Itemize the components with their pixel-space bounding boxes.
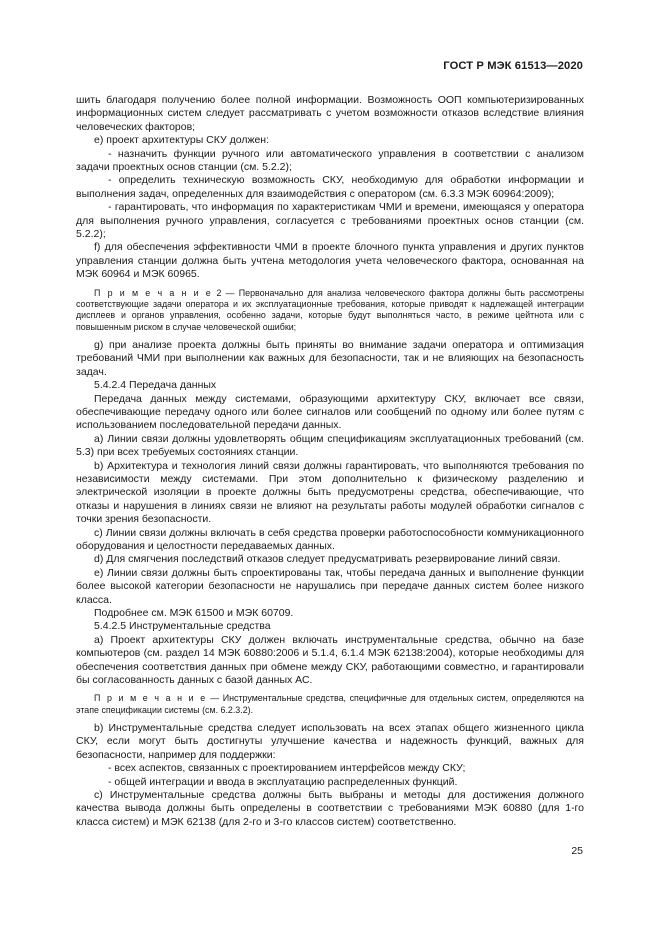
- list-item: - гарантировать, что информация по характеристикам ЧМИ и времени, имеющаяся у оператора для выполнения ручного управления, согласуется с требованиями проектных основ станции (см. 5.2.2);: [76, 201, 584, 241]
- list-item: a) Проект архитектуры СКУ должен включать инструментальные средства, обычно на базе компьютеров (см. раздел 14 МЭК 60880:2006 и 5.1.4, 6.1.4 МЭК 62138:2004), которые необходимы для обеспечения соответствия данных при обмене между СКУ, работающими совместно, и гарантировали бы согласованность данных с базой данных АС.: [76, 633, 584, 687]
- list-item: - общей интеграции и ввода в эксплуатацию распределенных функций.: [108, 775, 458, 788]
- list-item: f) для обеспечения эффективности ЧМИ в проекте блочного пункта управления и других пунктов управления станции должна быть учтена методология учета человеческого фактора, основанная на МЭК 60964 и МЭК 60965.: [76, 241, 584, 281]
- list-item: - всех аспектов, связанных с проектированием интерфейсов между СКУ;: [108, 762, 466, 775]
- section-heading: 5.4.2.5 Инструментальные средства: [94, 620, 271, 633]
- paragraph: Подробнее см. МЭК 61500 и МЭК 60709.: [94, 607, 294, 619]
- document-body: [76, 94, 584, 829]
- list-item: - определить техническую возможность СКУ, необходимую для обработки информации и выполнения задач, определенных для взаимодействия с оператором (см. 6.3.3 МЭК 60964:2009);: [76, 174, 584, 200]
- note-text: — Инструментальные средства, специфичные для отдельных систем, определяются на этапе спецификации системы (см. 6.2.3.2).: [76, 693, 584, 715]
- note-text: 2 — Первоначально для анализа человеческого фактора должны быть рассмотрены соответствующие задачи оператора и их эксплуатационные требования, которые приводят к надлежащей интеграции дисплеев и органов управления, особенно задачи, которые будут выполняться часто, в режиме цейтнота или с повышенным риском в случае человеческой ошибки;: [76, 287, 584, 332]
- list-item: c) Линии связи должны включать в себя средства проверки работоспособности коммуникационного оборудования и целостности передаваемых данных.: [76, 526, 584, 552]
- list-item: c) Инструментальные средства должны быть выбраны и методы для достижения должного качества вывода должны быть определены в соответствии с требованиями МЭК 60880 (для 1-го класса систем) и МЭК 62138 (для 2-го и 3-го классов систем) соответственно.: [76, 789, 584, 828]
- document-header: ГОСТ Р МЭК 61513—2020: [443, 60, 583, 72]
- list-item: g) при анализе проекта должны быть приняты во внимание задачи оператора и оптимизация требований ЧМИ при выполнении как важных для безопасности, так и не влияющих на безопасность задач.: [76, 338, 584, 378]
- paragraph: шить благодаря получению более полной информации. Возможность ООП компьютеризированных информационных систем следует рассматривать с учетом возможности отказов вследствие влияния человеческих факторов;: [76, 94, 584, 133]
- note: [76, 288, 584, 333]
- list-item: b) Инструментальные средства следует использовать на всех этапах общего жизненного цикла СКУ, если могут быть достигнуты улучшение качества и надежность функций, важных для безопасности, например для поддержки:: [76, 722, 584, 761]
- list-item: b) Архитектура и технология линий связи должны гарантировать, что выполняются требования по независимости между системами. При этом дополнительно к физическому разделению и электрической изоляции в проекте должны быть предусмотрены средства, обеспечивающие, что отказы и нарушения в линиях связи не влияют на результаты работы модулей обработки сигналов с точки зрения безопасности.: [76, 459, 584, 526]
- list-item: a) Линии связи должны удовлетворять общим спецификациям эксплуатационных требований (см. 5.3) при всех требуемых состояниях станции.: [76, 432, 584, 459]
- note: [76, 693, 584, 716]
- paragraph: Передача данных между системами, образующими архитектуру СКУ, включает все связи, обеспечивающие передачу одного или более сигналов или сообщений по одному или более путям с использованием последовательной передачи данных.: [76, 392, 584, 432]
- page-number: 25: [571, 845, 583, 857]
- section-heading: 5.4.2.4 Передача данных: [94, 379, 217, 392]
- list-item: e) проект архитектуры СКУ должен:: [94, 134, 270, 147]
- note-label: П р и м е ч а н и е: [94, 287, 213, 298]
- list-item: e) Линии связи должны быть спроектированы так, чтобы передача данных и выполнение функции более высокой категории безопасности не нарушались при передаче данных систем более низкого класса.: [76, 566, 584, 606]
- list-item: - назначить функции ручного или автоматического управления в соответствии с анализом задачи проектных основ станции (см. 5.2.2);: [76, 147, 584, 174]
- list-item: d) Для смягчения последствий отказов следует предусматривать резервирование линий связи.: [94, 553, 561, 566]
- note-label: П р и м е ч а н и е: [94, 693, 207, 704]
